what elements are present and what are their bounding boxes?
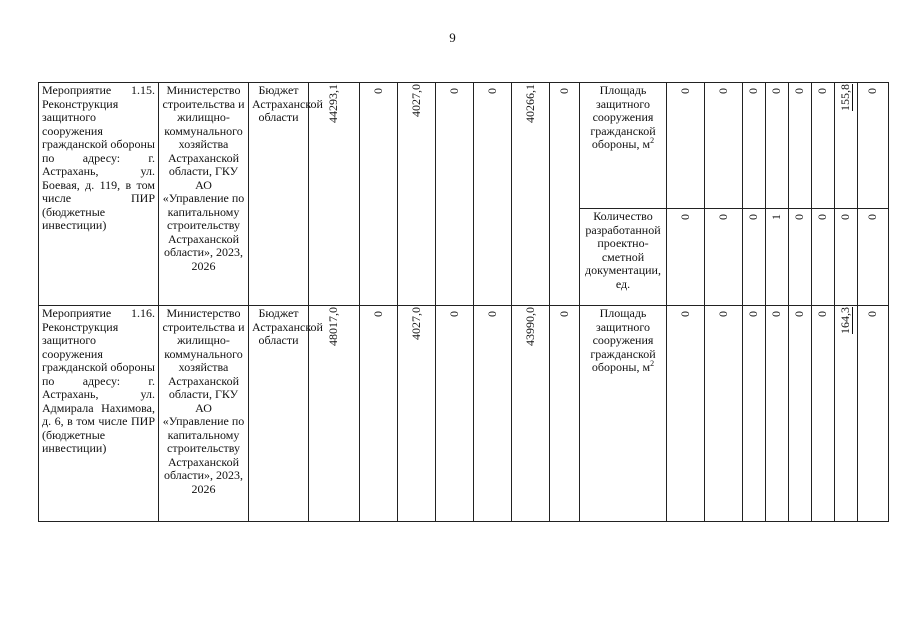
amount-value: 44293,1 <box>326 84 341 123</box>
event-description: Мероприятие 1.15. Реконструкция защитного сооружения гражданской обороны по адресу: г. Астрахань, ул. Боевая, д. 119, в том числе ПИР (бюджетные инвестиции) <box>39 83 159 306</box>
indicator-value <box>705 306 743 522</box>
amount-value: 0 <box>370 88 385 94</box>
amount-value: 48017,0 <box>326 307 341 346</box>
indicator-value-text: 0 <box>715 311 730 317</box>
indicator-text: Площадь защитного сооружения гражданской обороны, м <box>590 306 656 374</box>
indicator-value <box>789 306 812 522</box>
indicator-value <box>835 209 858 306</box>
indicator-value-text: 0 <box>838 214 853 220</box>
amount-value: 43990,0 <box>522 307 537 346</box>
amount-cell <box>398 83 436 306</box>
amount-cell <box>512 83 550 306</box>
amount-cell <box>474 306 512 522</box>
indicator-value-text: 0 <box>746 311 761 317</box>
amount-cell <box>360 83 398 306</box>
indicator-value <box>766 306 789 522</box>
indicator-value <box>858 209 889 306</box>
indicator-value-text: 0 <box>677 88 692 94</box>
indicator-value <box>667 209 705 306</box>
amount-cell <box>436 306 474 522</box>
indicator-value-text: 164,3 <box>838 307 853 334</box>
amount-value: 0 <box>484 311 499 317</box>
indicator-value-text: 0 <box>769 88 784 94</box>
indicator-value-text: 0 <box>865 311 880 317</box>
indicator-text: Количество разработанной проектно-сметной документации, ед. <box>585 209 661 291</box>
amount-value: 0 <box>556 88 571 94</box>
indicator-value <box>789 209 812 306</box>
indicator-value <box>766 209 789 306</box>
indicator-value <box>766 83 789 209</box>
indicator-value-text: 0 <box>715 214 730 220</box>
executor-cell: Министерство строительства и жилищно-коммунального хозяйства Астраханской области, ГКУ АО «Управление по капитальному строительству Астраханской области», 2023, 2026 <box>159 83 249 306</box>
program-table <box>38 82 889 522</box>
indicator-value-text: 0 <box>865 214 880 220</box>
amount-value: 40266,1 <box>522 84 537 123</box>
indicator-value-text: 155,8 <box>838 84 853 111</box>
indicator-value-text: 0 <box>677 214 692 220</box>
indicator-value-text: 0 <box>865 88 880 94</box>
indicator-value-text: 0 <box>792 214 807 220</box>
indicator-value <box>667 306 705 522</box>
funding-source: Бюджет Астраханской области <box>249 83 309 306</box>
indicator-value <box>858 306 889 522</box>
indicator-value-text: 0 <box>792 311 807 317</box>
indicator-value <box>835 83 858 209</box>
indicator-value <box>812 209 835 306</box>
indicator-value-text: 0 <box>746 88 761 94</box>
amount-cell <box>436 83 474 306</box>
table-row <box>39 306 889 522</box>
amount-value: 0 <box>484 88 499 94</box>
executor-cell: Министерство строительства и жилищно-коммунального хозяйства Астраханской области, ГКУ АО «Управление по капитальному строительству Астраханской области», 2023, 2026 <box>159 306 249 522</box>
indicator-value <box>667 83 705 209</box>
indicator-value-text: 0 <box>792 88 807 94</box>
unit-superscript: 2 <box>650 136 655 145</box>
amount-cell <box>398 306 436 522</box>
indicator-name <box>580 83 667 209</box>
page-number: 9 <box>449 30 456 45</box>
indicator-value <box>835 306 858 522</box>
amount-total <box>309 306 360 522</box>
amount-cell <box>474 83 512 306</box>
indicator-value <box>743 306 766 522</box>
indicator-value <box>743 83 766 209</box>
indicator-name <box>580 209 667 306</box>
indicator-text: Площадь защитного сооружения гражданской обороны, м <box>590 83 656 151</box>
amount-cell <box>512 306 550 522</box>
amount-value: 0 <box>556 311 571 317</box>
indicator-value <box>858 83 889 209</box>
amount-value: 4027,0 <box>408 307 423 340</box>
amount-cell <box>360 306 398 522</box>
indicator-value <box>812 306 835 522</box>
unit-superscript: 2 <box>650 359 655 368</box>
amount-value: 4027,0 <box>408 84 423 117</box>
amount-value: 0 <box>446 88 461 94</box>
indicator-value-text: 0 <box>715 88 730 94</box>
indicator-value <box>812 83 835 209</box>
indicator-value-text: 0 <box>746 214 761 220</box>
indicator-value <box>705 83 743 209</box>
indicator-value-text: 1 <box>769 214 784 220</box>
amount-cell <box>550 306 580 522</box>
indicator-value-text: 0 <box>815 88 830 94</box>
indicator-value <box>705 209 743 306</box>
indicator-value <box>743 209 766 306</box>
indicator-value-text: 0 <box>769 311 784 317</box>
indicator-value-text: 0 <box>815 214 830 220</box>
amount-cell <box>550 83 580 306</box>
amount-value: 0 <box>446 311 461 317</box>
indicator-name <box>580 306 667 522</box>
amount-total <box>309 83 360 306</box>
amount-value: 0 <box>370 311 385 317</box>
event-description: Мероприятие 1.16. Реконструкция защитного сооружения гражданской обороны по адресу: г. Астрахань, ул. Адмирала Нахимова, д. 6, в том числе ПИР (бюджетные инвестиции) <box>39 306 159 522</box>
funding-source: Бюджет Астраханской области <box>249 306 309 522</box>
table-row <box>39 83 889 209</box>
indicator-value-text: 0 <box>815 311 830 317</box>
indicator-value <box>789 83 812 209</box>
indicator-value-text: 0 <box>677 311 692 317</box>
